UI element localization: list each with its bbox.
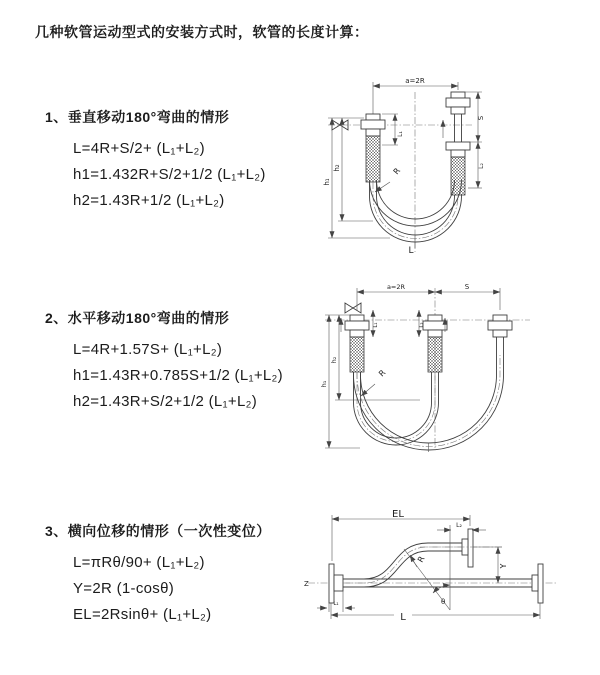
radius-label: R [415, 554, 427, 564]
width-label: a=2R [405, 77, 425, 85]
stroke-label: S [477, 115, 485, 121]
dimension-offset [473, 547, 508, 583]
left-fitting-label: L₁ [333, 601, 339, 607]
right-lower-flange [532, 564, 543, 603]
angle-construction [404, 525, 450, 610]
left-flange [329, 564, 343, 603]
page-title: 几种软管运动型式的安装方式时，软管的长度计算： [35, 24, 369, 40]
dimension-right-fitting [468, 142, 485, 188]
braided-hose-section [428, 337, 442, 372]
braided-hose-section [366, 136, 380, 182]
right-fitting [488, 315, 512, 355]
valve-icon [345, 303, 361, 313]
diagram-vertical-180-bend [310, 70, 560, 255]
h2-label: h₂ [333, 164, 341, 172]
radius-label: R [377, 368, 388, 379]
right-fitting-label: L₂ [419, 322, 425, 328]
right-fitting-label: L₂ [456, 522, 462, 529]
el-label: EL [392, 509, 404, 520]
radius-label: R [391, 166, 403, 177]
right-fitting-lower [446, 142, 470, 195]
offset-label: Y [499, 563, 508, 569]
diagram-horizontal-180-bend [315, 280, 565, 460]
right-upper-flange [462, 529, 473, 567]
left-fitting [345, 315, 369, 372]
formula-h1: h1=1.432R+S/2+1/2 (L₁+L₂) [73, 166, 266, 183]
dimension-width [373, 77, 458, 116]
formula-L: L=4R+1.57S+ (L₁+L₂) [73, 341, 223, 358]
h1-label: h₁ [320, 380, 328, 388]
left-fitting [361, 114, 385, 182]
braided-hose-section [350, 337, 364, 372]
left-fitting-label: L₁ [373, 322, 379, 328]
right-pipe [455, 114, 462, 142]
formula-h2: h2=1.43R+1/2 (L₁+L₂) [73, 192, 225, 209]
formula-h1: h1=1.43R+0.785S+1/2 (L₁+L₂) [73, 367, 283, 384]
h1-label: h₁ [323, 178, 331, 186]
dimension-left-fitting [317, 591, 355, 612]
section-2-heading: 2、水平移动180°弯曲的情形 [45, 310, 230, 326]
right-fitting-label: L₂ [478, 163, 485, 169]
length-label: L [400, 612, 406, 623]
left-fitting-label: L₁ [397, 131, 404, 137]
h2-label: h₂ [330, 356, 338, 364]
section-1-heading: 1、垂直移动180°弯曲的情形 [45, 109, 230, 125]
u-hose-position-1 [354, 372, 439, 445]
formula-L: L=4R+S/2+ (L₁+L₂) [73, 140, 205, 157]
formula-L: L=πRθ/90+ (L₁+L₂) [73, 554, 205, 571]
section-2 [45, 308, 283, 420]
formula-EL: EL=2Rsinθ+ (L₁+L₂) [73, 606, 212, 623]
dimension-left-fitting [382, 114, 404, 145]
right-fitting-upper [446, 92, 470, 114]
dimension-el [332, 509, 470, 561]
dimension-width [357, 283, 500, 310]
radius-leader [361, 368, 388, 396]
diagram-lateral-displacement [300, 505, 600, 650]
section-3-heading: 3、横向位移的情形（一次性变位） [45, 523, 271, 539]
angle-label: θ [441, 598, 446, 606]
length-mark [408, 236, 415, 256]
formula-Y: Y=2R (1-cosθ) [73, 580, 175, 597]
dimension-left-fitting [373, 310, 379, 337]
dimension-right-fitting [419, 310, 425, 337]
section-3 [45, 521, 271, 633]
length-label: L [408, 246, 414, 256]
dimension-length [331, 603, 540, 623]
formula-h2: h2=1.43R+S/2+1/2 (L₁+L₂) [73, 393, 258, 410]
middle-fitting [423, 315, 447, 372]
u-hose [370, 180, 462, 242]
dimension-stroke [435, 283, 500, 292]
axis-mark: Z [304, 580, 309, 588]
dimension-right-fitting [437, 522, 486, 530]
section-1 [45, 107, 266, 219]
s-curve-hose [343, 543, 462, 587]
width-label: a=2R [386, 283, 406, 291]
stroke-label: S [464, 283, 470, 291]
